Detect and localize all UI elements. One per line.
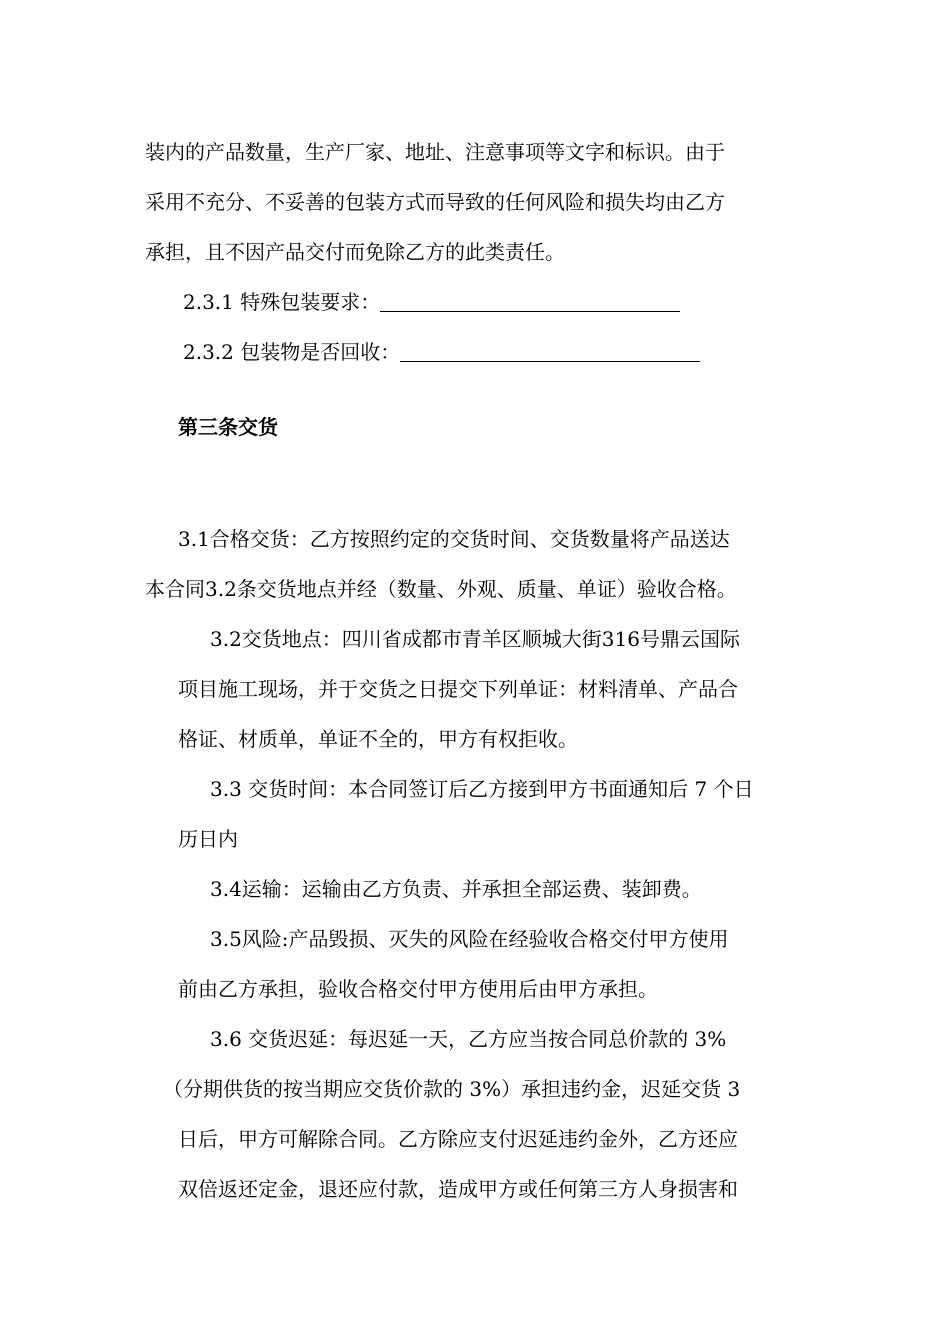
section-3-line: 3.6 交货迟延：每迟延一天，乙方应当按合同总价款的 3% [210, 1027, 727, 1051]
section-3-line: 本合同3.2条交货地点并经（数量、外观、质量、单证）验收合格。 [145, 577, 737, 601]
section-3-line: 格证、材质单，单证不全的，甲方有权拒收。 [178, 727, 578, 751]
paragraph-line: 装内的产品数量，生产厂家、地址、注意事项等文字和标识。由于 [145, 140, 725, 164]
section-3-line: 3.1合格交货：乙方按照约定的交货时间、交货数量将产品送达 [178, 527, 730, 551]
section-3-line: 3.4运输：运输由乙方负责、并承担全部运费、装卸费。 [210, 877, 702, 901]
item-2-3-1 [183, 288, 680, 316]
section-3-heading: 第三条交货 [178, 415, 278, 439]
section-3-line: 日后，甲方可解除合同。乙方除应支付迟延违约金外，乙方还应 [178, 1127, 738, 1151]
item-2-3-2-blank [400, 339, 700, 362]
item-2-3-2 [183, 338, 700, 366]
section-3-line: 项目施工现场，并于交货之日提交下列单证：材料清单、产品合 [178, 677, 738, 701]
section-3-line: 双倍返还定金，退还应付款，造成甲方或任何第三方人身损害和 [178, 1177, 738, 1201]
item-2-3-1-blank [380, 289, 680, 312]
paragraph-line: 采用不充分、不妥善的包装方式而导致的任何风险和损失均由乙方 [145, 190, 725, 214]
section-3-line: （分期供货的按当期应交货价款的 3%）承担违约金，迟延交货 3 [163, 1077, 741, 1101]
section-3-line: 3.5风险:产品毁损、灭失的风险在经验收合格交付甲方使用 [210, 927, 729, 951]
section-3-line: 3.2交货地点：四川省成都市青羊区顺城大街316号鼎云国际 [210, 627, 740, 651]
item-2-3-1-label: 2.3.1 特殊包装要求： [183, 290, 381, 314]
item-2-3-2-label: 2.3.2 包装物是否回收： [183, 340, 401, 364]
paragraph-line: 承担，且不因产品交付而免除乙方的此类责任。 [145, 240, 565, 264]
section-3-line: 前由乙方承担，验收合格交付甲方使用后由甲方承担。 [178, 977, 658, 1001]
section-3-line: 历日内 [178, 827, 238, 851]
section-3-line: 3.3 交货时间：本合同签订后乙方接到甲方书面通知后 7 个日 [210, 777, 754, 801]
